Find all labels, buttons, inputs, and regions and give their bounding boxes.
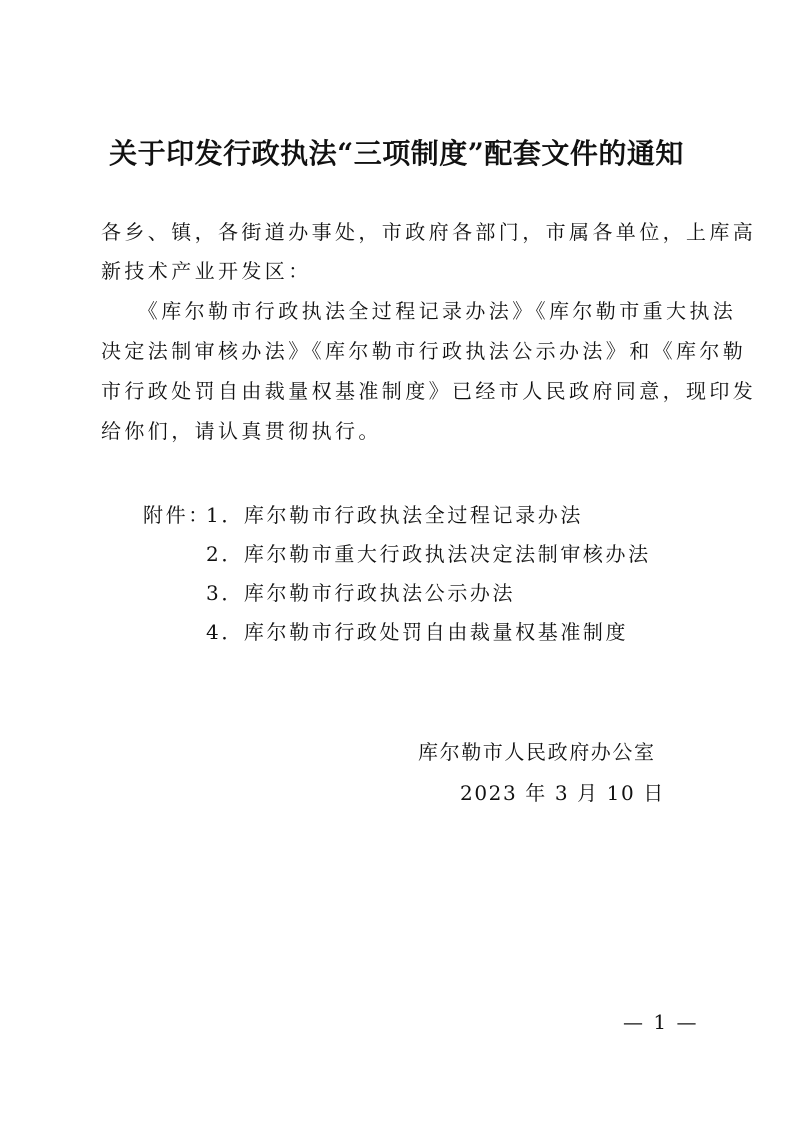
attachment-item-2: 2．库尔勒市重大行政执法决定法制审核办法 xyxy=(206,542,651,566)
body-line-4: 给你们，请认真贯彻执行。 xyxy=(101,419,382,443)
attachment-item-3: 3．库尔勒市行政执法公示办法 xyxy=(206,581,516,605)
addressee-line-1: 各乡、镇，各街道办事处，市政府各部门，市属各单位，上库高 xyxy=(101,220,757,244)
attachments-label: 附件： xyxy=(143,503,211,527)
issue-date: 2023 年 3 月 10 日 xyxy=(460,781,665,805)
issuer-name: 库尔勒市人民政府办公室 xyxy=(418,740,656,764)
body-line-1: 《库尔勒市行政执法全过程记录办法》《库尔勒市重大执法 xyxy=(101,299,737,323)
body-line-3: 市行政处罚自由裁量权基准制度》已经市人民政府同意，现印发 xyxy=(101,379,757,403)
page-number: — 1 — xyxy=(623,1010,699,1034)
attachment-item-1: 1．库尔勒市行政执法全过程记录办法 xyxy=(206,503,583,527)
document-title: 关于印发行政执法“三项制度”配套文件的通知 xyxy=(109,137,684,170)
attachment-item-4: 4．库尔勒市行政处罚自由裁量权基准制度 xyxy=(206,620,629,644)
addressee-line-2: 新技术产业开发区： xyxy=(101,259,312,283)
body-line-2: 决定法制审核办法》《库尔勒市行政执法公示办法》和《库尔勒 xyxy=(101,339,747,363)
